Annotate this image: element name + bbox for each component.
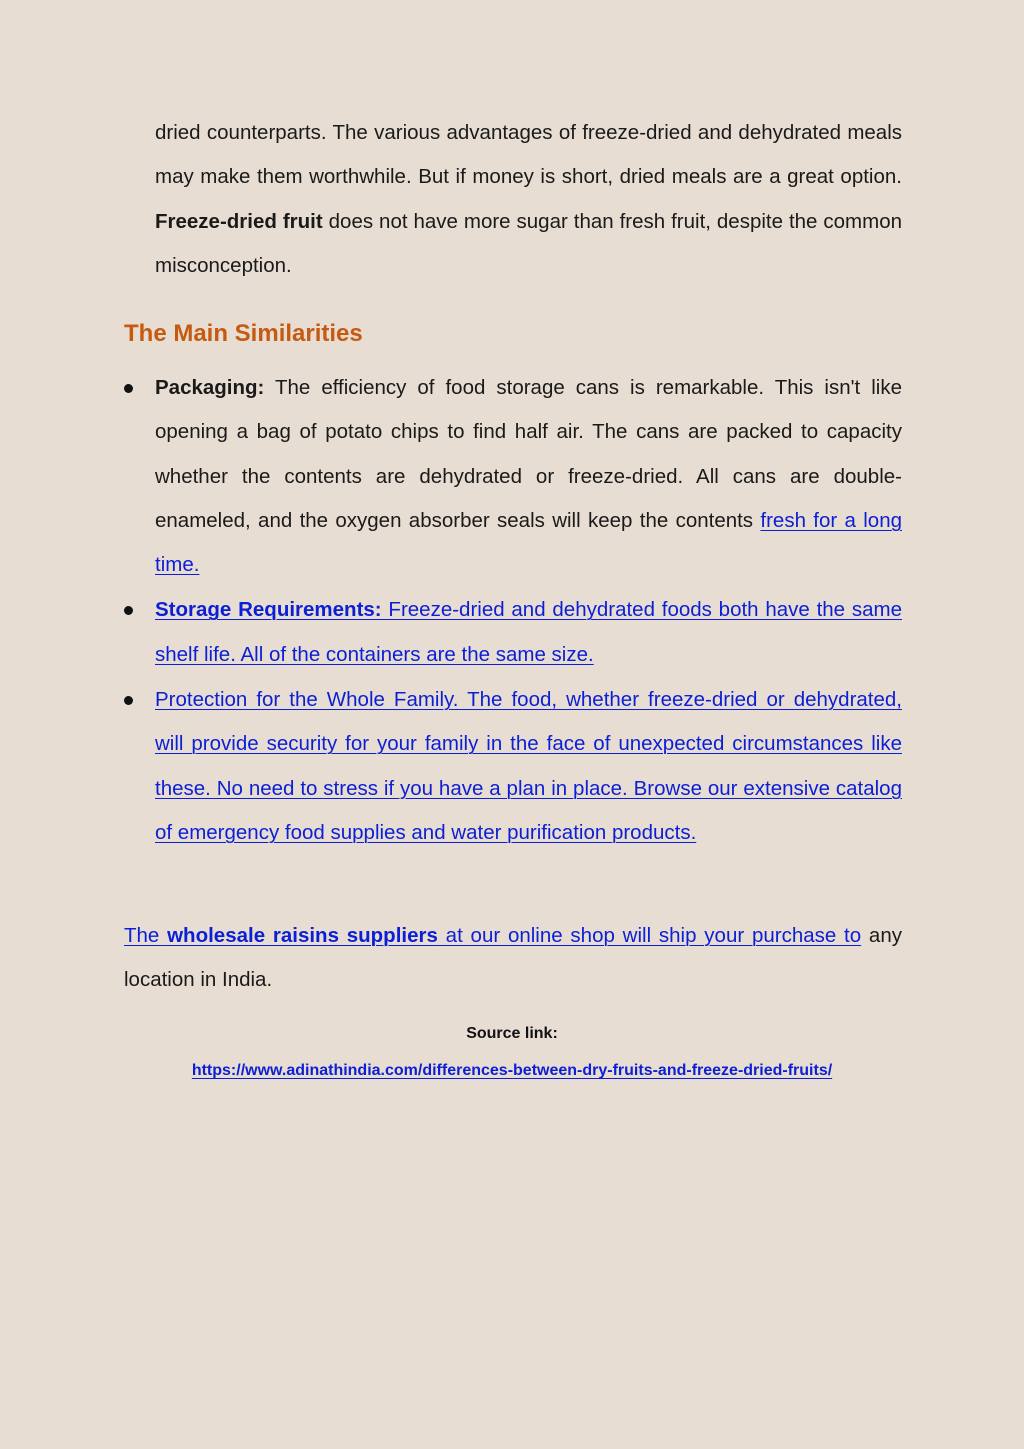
- storage-link-text: Freeze-dried and dehydrated foods both have the same shelf life. All of the containers are the same size.: [155, 598, 902, 666]
- intro-bold-term: Freeze-dried fruit: [155, 209, 323, 233]
- intro-text-a: dried counterparts. The various advantages of freeze-dried and dehydrated meals may make them worthwhile. But if money is short, dried meals are a great option.: [155, 121, 902, 189]
- intro-text-b: does not have more sugar than fresh fruit, despite the common misconception.: [155, 209, 903, 277]
- raisins-suppliers-link[interactable]: [124, 924, 861, 947]
- storage-link[interactable]: [155, 598, 902, 665]
- source-url-container: [0, 1062, 1024, 1080]
- closing-link-b: at our online shop will ship your purchase to: [437, 924, 862, 947]
- bullet-icon: [124, 384, 133, 393]
- source-url-link[interactable]: https://www.adinathindia.com/differences-between-dry-fruits-and-freeze-dried-fruits/: [191, 1062, 833, 1079]
- list-item-packaging: [155, 366, 902, 587]
- closing-link-bold: wholesale raisins suppliers: [167, 924, 438, 947]
- closing-paragraph: [124, 914, 902, 1003]
- closing-text: any location in India.: [124, 924, 902, 992]
- similarities-list: [155, 366, 902, 856]
- list-item-protection: [155, 678, 902, 855]
- section-heading: The Main Similarities: [124, 320, 363, 347]
- packaging-label: Packaging:: [155, 376, 265, 399]
- closing-link-a: The: [124, 924, 168, 947]
- packaging-text: The efficiency of food storage cans is remarkable. This isn't like opening a bag of potato chips to find half air. The cans are packed to capacity whether the contents are dehydrated or freeze-dried. All cans are double-enameled, and the oxygen absorber seals will keep the contents: [155, 376, 902, 532]
- intro-paragraph: [155, 111, 902, 288]
- protection-link[interactable]: Protection for the Whole Family. The food, whether freeze-dried or dehydrated, will provide security for your family in the face of unexpected circumstances like these. No need to stress if you have a plan in place. Browse our extensive catalog of emergency food supplies and water purification products.: [155, 688, 902, 844]
- bullet-icon: [124, 696, 133, 705]
- source-label: Source link:: [466, 1025, 558, 1042]
- list-item-storage: [155, 588, 902, 677]
- storage-label: Storage Requirements:: [155, 598, 382, 622]
- fresh-link[interactable]: fresh for a long time.: [155, 508, 902, 577]
- bullet-icon: [124, 606, 133, 615]
